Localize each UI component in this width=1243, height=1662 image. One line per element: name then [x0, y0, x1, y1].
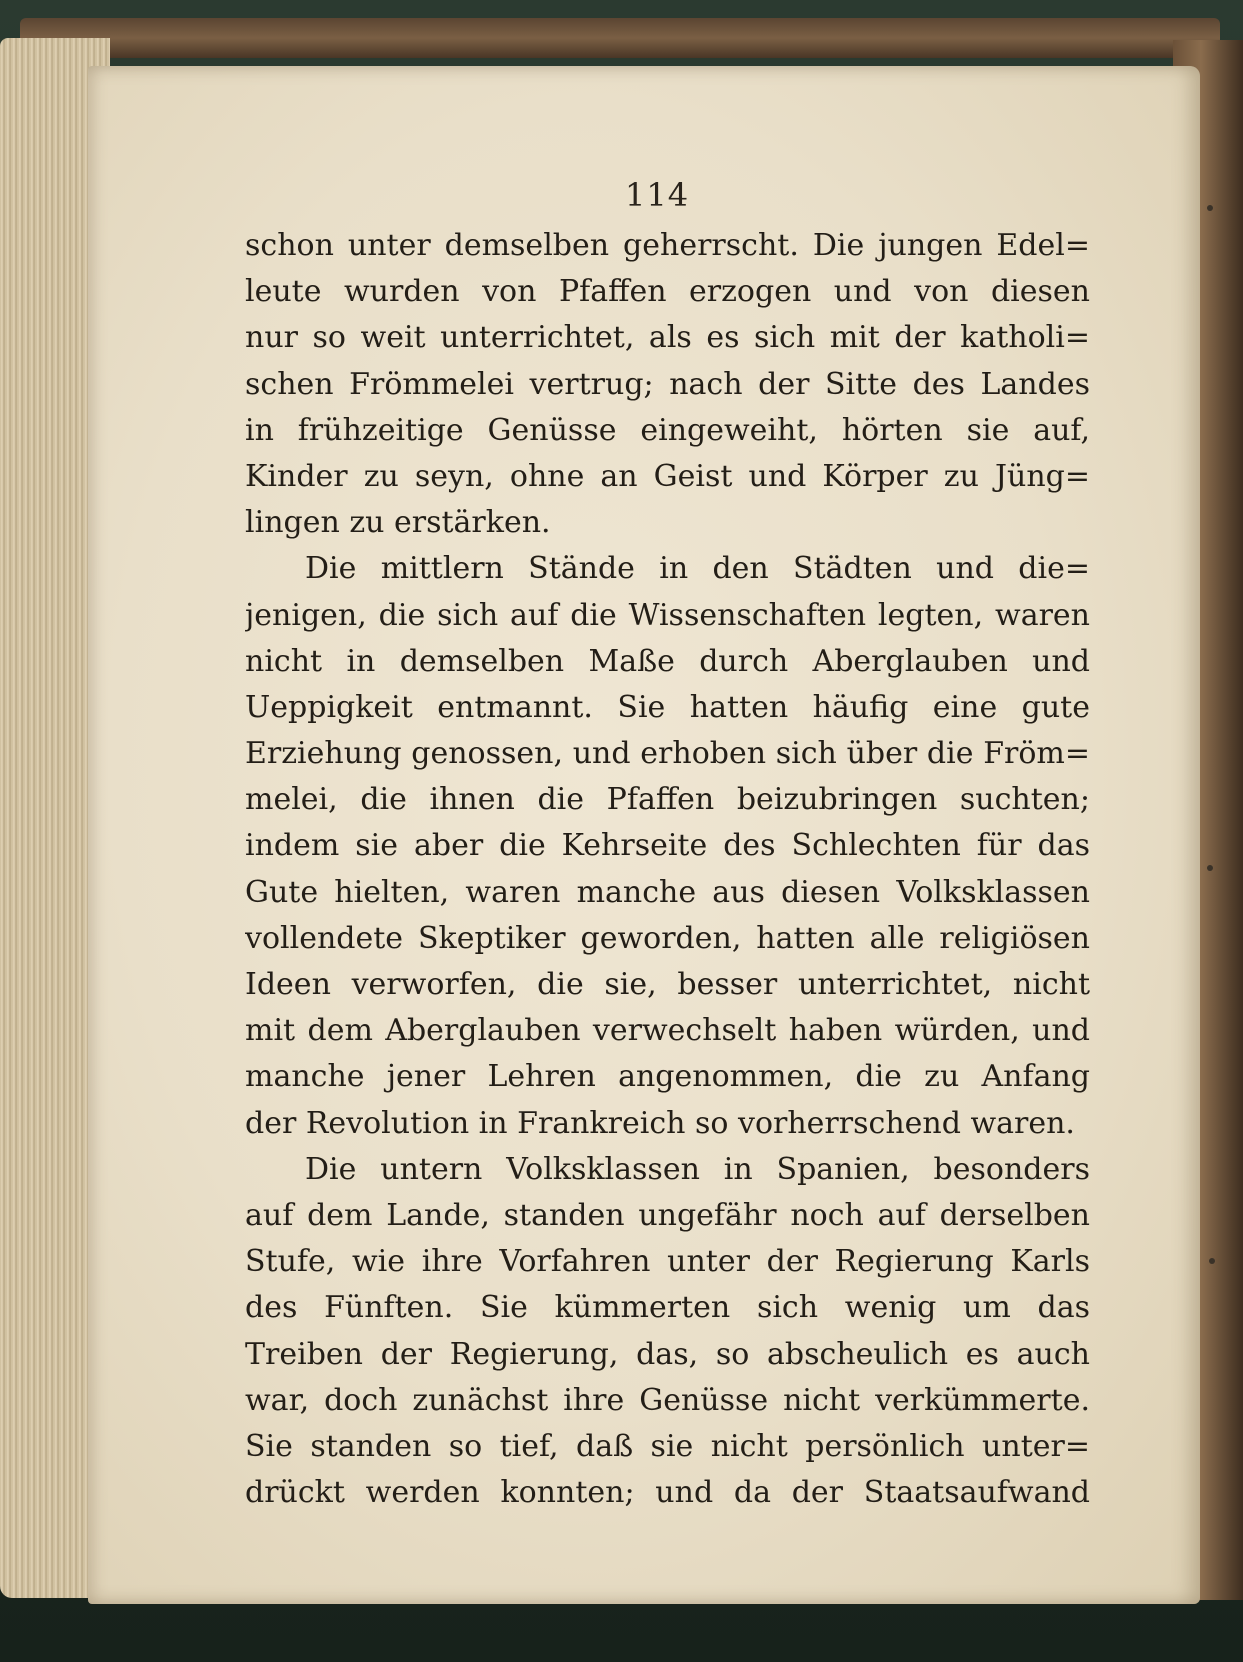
text-line: leute wurden von Pfaffen erzogen und von diesen — [245, 274, 1090, 310]
text-line: nur so weit unterrichtet, als es sich mit der katholi= — [245, 320, 1090, 356]
text-line: melei, die ihnen die Pfaffen beizubringen suchten; — [245, 782, 1090, 818]
text-line: Stufe, wie ihre Vorfahren unter der Regierung Karls — [245, 1244, 1090, 1280]
page-text — [245, 223, 1090, 1516]
text-line: Ueppigkeit entmannt. Sie hatten häufig eine gute — [245, 689, 1090, 725]
text-line: Sie standen so tief, daß sie nicht persönlich unter= — [245, 1428, 1090, 1464]
text-line: vollendete Skeptiker geworden, hatten alle religiösen — [245, 920, 1090, 956]
ink-spot — [1207, 865, 1213, 871]
text-line: Erziehung genossen, und erhoben sich über die Fröm= — [245, 736, 1090, 772]
ink-spot — [1207, 205, 1213, 211]
text-line: auf dem Lande, standen ungefähr noch auf derselben — [245, 1197, 1090, 1233]
text-line: Treiben der Regierung, das, so abscheulich es auch — [245, 1336, 1090, 1372]
text-line: Die untern Volksklassen in Spanien, besonders — [305, 1151, 1090, 1187]
text-line: lingen zu erstärken. — [245, 505, 551, 541]
text-line: des Fünften. Sie kümmerten sich wenig um das — [245, 1290, 1090, 1326]
text-line: Die mittlern Stände in den Städten und die= — [305, 551, 1090, 587]
text-line: Kinder zu seyn, ohne an Geist und Körper zu Jüng= — [245, 458, 1090, 494]
text-line: manche jener Lehren angenommen, die zu Anfang — [245, 1059, 1090, 1095]
text-line: indem sie aber die Kehrseite des Schlechten für das — [245, 828, 1090, 864]
text-line: in frühzeitige Genüsse eingeweiht, hörten sie auf, — [245, 412, 1090, 448]
text-line: jenigen, die sich auf die Wissenschaften legten, waren — [245, 597, 1090, 633]
text-line: war, doch zunächst ihre Genüsse nicht verkümmerte. — [245, 1382, 1090, 1418]
page-number: 114 — [625, 176, 690, 214]
ink-spot — [1209, 1258, 1215, 1264]
text-line: Gute hielten, waren manche aus diesen Volksklassen — [245, 874, 1090, 910]
text-line: schen Frömmelei vertrug; nach der Sitte des Landes — [245, 366, 1090, 402]
book-binding-top — [20, 18, 1220, 58]
text-line: Ideen verworfen, die sie, besser unterrichtet, nicht — [245, 967, 1090, 1002]
text-line: nicht in demselben Maße durch Aberglauben und — [245, 643, 1090, 679]
text-line: mit dem Aberglauben verwechselt haben würden, und — [245, 1013, 1090, 1049]
text-line: der Revolution in Frankreich so vorherrschend waren. — [245, 1105, 1075, 1141]
text-line: schon unter demselben geherrscht. Die jungen Edel= — [245, 228, 1090, 263]
text-line: drückt werden konnten; und da der Staatsaufwand — [245, 1475, 1090, 1511]
